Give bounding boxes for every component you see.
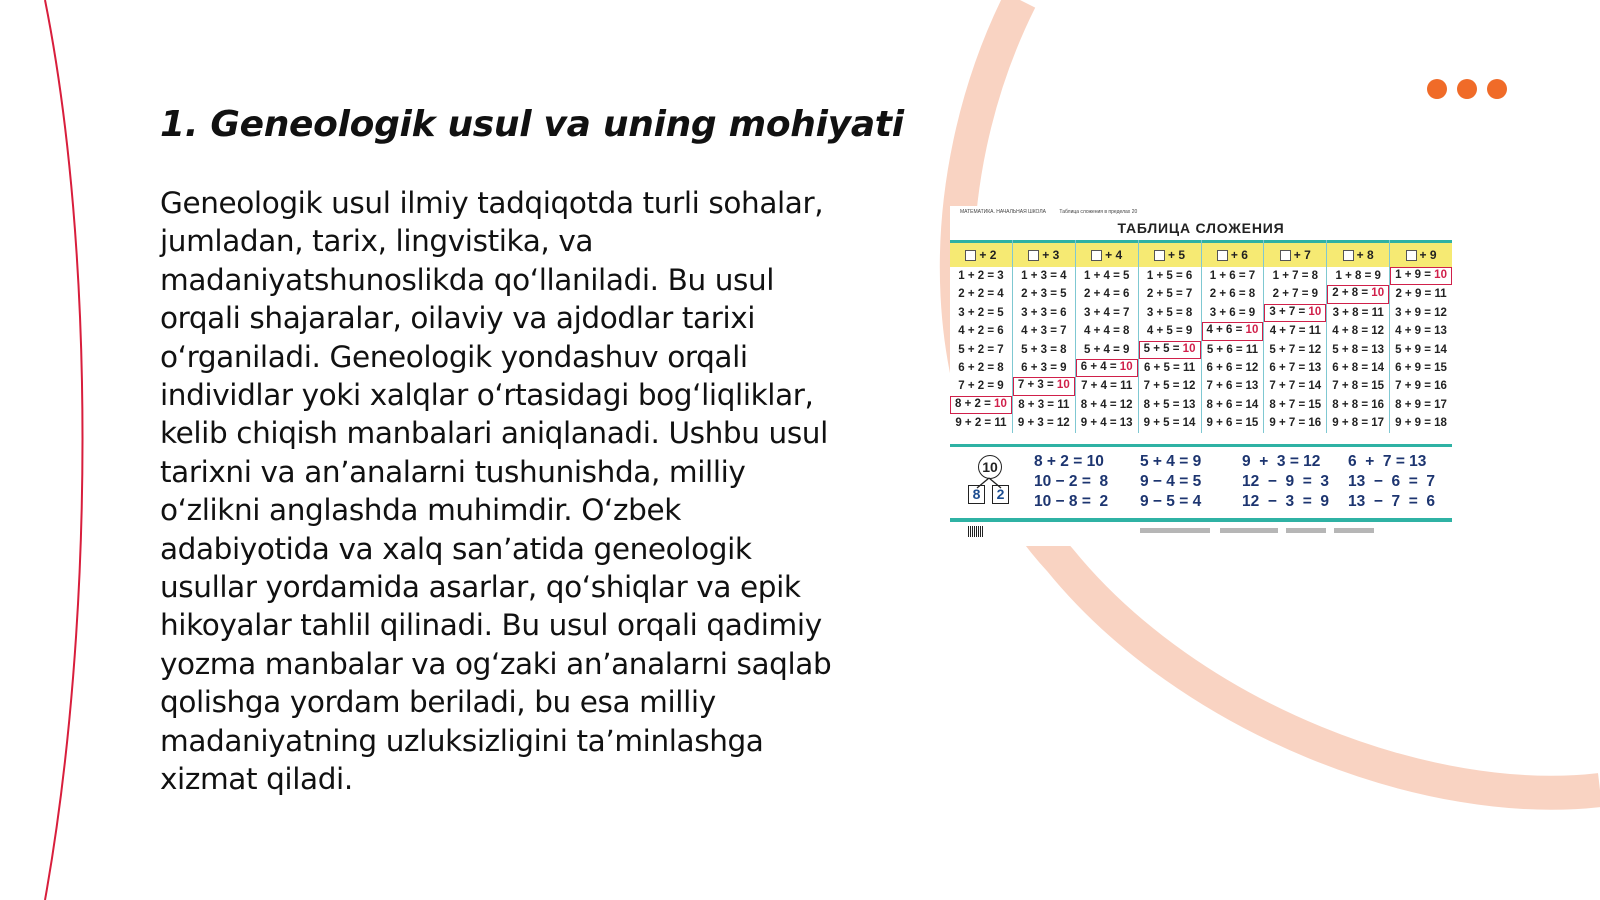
poster-header bbox=[960, 209, 1149, 215]
example-equation: 10 − 2 = 8 bbox=[1034, 473, 1109, 490]
example-equation: 9 − 5 = 4 bbox=[1140, 493, 1202, 510]
equation-cell: 7 + 7 = 14 bbox=[1269, 380, 1322, 393]
example-equation: 13 − 7 = 6 bbox=[1348, 493, 1436, 510]
equation-cell: 2 + 4 = 6 bbox=[1083, 288, 1130, 301]
empty-box-icon bbox=[1091, 250, 1102, 261]
column-header bbox=[1139, 240, 1201, 267]
equation-cell: 7 + 6 = 13 bbox=[1206, 380, 1259, 393]
equation-cell: 8 + 9 = 17 bbox=[1395, 398, 1447, 411]
equation-cell: 1 + 5 = 6 bbox=[1146, 270, 1193, 282]
grid-column bbox=[1012, 240, 1075, 433]
column-header-label: + 7 bbox=[1293, 248, 1311, 262]
equation-cell: 6 + 9 = 15 bbox=[1395, 361, 1447, 374]
empty-box-icon bbox=[1154, 250, 1165, 261]
equation-cell: 4 + 8 = 12 bbox=[1332, 325, 1385, 338]
equation-cell: 6 + 3 = 9 bbox=[1021, 361, 1067, 374]
example-equation: 6 + 7 = 13 bbox=[1348, 453, 1427, 470]
equation-cell: 1 + 4 = 5 bbox=[1083, 270, 1130, 282]
equation-cell: 9 + 5 = 14 bbox=[1143, 417, 1196, 430]
equation-cell: 8 + 4 = 12 bbox=[1080, 398, 1133, 411]
equation-cell: 2 + 2 = 4 bbox=[958, 288, 1004, 301]
equation-cell: 6 + 2 = 8 bbox=[958, 361, 1004, 374]
equation-cell: 1 + 3 = 4 bbox=[1021, 270, 1067, 282]
equation-cell: 9 + 2 = 11 bbox=[955, 417, 1007, 430]
example-group bbox=[1242, 452, 1329, 512]
equation-cell: 5 + 7 = 12 bbox=[1269, 343, 1322, 356]
empty-box-icon bbox=[1406, 250, 1417, 261]
equation-cell: 9 + 9 = 18 bbox=[1395, 417, 1447, 430]
slide-title: 1. Geneologik usul va uning mohiyati bbox=[160, 104, 904, 145]
empty-box-icon bbox=[1343, 250, 1354, 261]
dot-1 bbox=[1427, 79, 1447, 99]
empty-box-icon bbox=[1028, 250, 1039, 261]
equation-cell: 4 + 7 = 11 bbox=[1269, 325, 1321, 338]
column-header-label: + 3 bbox=[1042, 248, 1060, 262]
equation-cell-ten: 6 + 4 = 10 bbox=[1076, 359, 1138, 377]
example-equation: 10 − 8 = 2 bbox=[1034, 493, 1109, 510]
example-equation: 9 − 4 = 5 bbox=[1140, 473, 1202, 490]
equation-cell: 2 + 7 = 9 bbox=[1272, 288, 1319, 301]
equation-cell-ten: 7 + 3 = 10 bbox=[1013, 377, 1075, 395]
fine-print bbox=[1140, 528, 1210, 533]
decomposition-whole: 10 bbox=[978, 455, 1002, 479]
decorative-dots bbox=[1427, 79, 1507, 99]
equation-cell: 8 + 3 = 11 bbox=[1018, 398, 1070, 411]
example-equation: 8 + 2 = 10 bbox=[1034, 453, 1104, 470]
equation-cell: 4 + 3 = 7 bbox=[1021, 325, 1067, 338]
equation-cell: 1 + 2 = 3 bbox=[958, 270, 1004, 282]
grid-column bbox=[950, 240, 1012, 433]
fine-print bbox=[1334, 528, 1374, 533]
equation-cell: 2 + 5 = 7 bbox=[1146, 288, 1193, 301]
dot-2 bbox=[1457, 79, 1477, 99]
example-group bbox=[1348, 452, 1435, 512]
equation-cell: 2 + 3 = 5 bbox=[1021, 288, 1067, 301]
example-equation: 12 − 9 = 3 bbox=[1242, 473, 1330, 490]
equation-cell: 5 + 9 = 14 bbox=[1395, 343, 1447, 356]
equation-cell: 9 + 3 = 12 bbox=[1017, 417, 1070, 430]
equation-cell: 1 + 6 = 7 bbox=[1209, 270, 1256, 282]
grid-column bbox=[1326, 240, 1389, 433]
example-equation: 9 + 3 = 12 bbox=[1242, 453, 1321, 470]
grid-column bbox=[1263, 240, 1326, 433]
equation-cell: 3 + 6 = 9 bbox=[1209, 306, 1256, 319]
empty-box-icon bbox=[965, 250, 976, 261]
equation-cell: 3 + 8 = 11 bbox=[1332, 306, 1384, 319]
equation-cell: 5 + 3 = 8 bbox=[1021, 343, 1067, 356]
grid-column bbox=[1075, 240, 1138, 433]
equation-cell: 4 + 4 = 8 bbox=[1083, 325, 1130, 338]
equation-cell: 9 + 6 = 15 bbox=[1206, 417, 1259, 430]
poster-header-right: Таблица сложения в пределах 20 bbox=[1059, 209, 1138, 215]
equation-cell: 3 + 9 = 12 bbox=[1395, 306, 1447, 319]
equation-cell-ten: 2 + 8 = 10 bbox=[1327, 285, 1389, 303]
equation-cell: 6 + 6 = 12 bbox=[1206, 361, 1259, 374]
column-header bbox=[1076, 240, 1138, 267]
equation-cell: 5 + 4 = 9 bbox=[1083, 343, 1130, 356]
left-red-curve bbox=[45, 0, 83, 900]
addition-table-image bbox=[950, 206, 1452, 546]
equation-cell: 6 + 8 = 14 bbox=[1332, 361, 1385, 374]
grid-column bbox=[1389, 240, 1452, 433]
equation-cell-ten: 1 + 9 = 10 bbox=[1390, 267, 1452, 285]
fine-print bbox=[1220, 528, 1278, 533]
column-header bbox=[1390, 240, 1452, 267]
equation-cell: 3 + 5 = 8 bbox=[1146, 306, 1193, 319]
column-header-label: + 5 bbox=[1168, 248, 1186, 262]
equation-cell: 7 + 9 = 16 bbox=[1395, 380, 1447, 393]
barcode-icon bbox=[968, 526, 984, 537]
equation-cell: 5 + 2 = 7 bbox=[958, 343, 1004, 356]
equation-cell: 6 + 7 = 13 bbox=[1269, 361, 1322, 374]
equation-cell-ten: 5 + 5 = 10 bbox=[1139, 341, 1201, 359]
equation-cell: 1 + 8 = 9 bbox=[1335, 270, 1381, 282]
poster-header-left: МАТЕМАТИКА. НАЧАЛЬНАЯ ШКОЛА bbox=[960, 209, 1047, 215]
column-header-label: + 9 bbox=[1419, 248, 1437, 262]
equation-cell: 9 + 4 = 13 bbox=[1080, 417, 1133, 430]
example-equation: 13 − 6 = 7 bbox=[1348, 473, 1436, 490]
equation-cell: 4 + 9 = 13 bbox=[1395, 325, 1447, 338]
empty-box-icon bbox=[1217, 250, 1228, 261]
dot-3 bbox=[1487, 79, 1507, 99]
examples-area bbox=[950, 448, 1452, 516]
fine-print bbox=[1286, 528, 1326, 533]
equation-cell: 7 + 5 = 12 bbox=[1143, 380, 1196, 393]
addition-grid bbox=[950, 240, 1452, 433]
equation-cell: 2 + 6 = 8 bbox=[1209, 288, 1256, 301]
equation-cell: 4 + 2 = 6 bbox=[958, 325, 1004, 338]
example-group bbox=[1034, 452, 1108, 512]
empty-box-icon bbox=[1280, 250, 1291, 261]
equation-cell-ten: 4 + 6 = 10 bbox=[1202, 322, 1264, 340]
column-header-label: + 4 bbox=[1105, 248, 1123, 262]
decomposition-part-1: 8 bbox=[968, 485, 985, 504]
column-header bbox=[1327, 240, 1389, 267]
column-header bbox=[1264, 240, 1326, 267]
column-header-label: + 6 bbox=[1230, 248, 1248, 262]
equation-cell-ten: 8 + 2 = 10 bbox=[950, 396, 1012, 414]
equation-cell: 8 + 5 = 13 bbox=[1143, 398, 1196, 411]
column-header-label: + 8 bbox=[1356, 248, 1374, 262]
equation-cell: 8 + 7 = 15 bbox=[1269, 398, 1322, 411]
equation-cell: 3 + 3 = 6 bbox=[1021, 306, 1067, 319]
equation-cell: 4 + 5 = 9 bbox=[1146, 325, 1193, 338]
example-group bbox=[1140, 452, 1201, 512]
example-equation: 5 + 4 = 9 bbox=[1140, 453, 1202, 470]
equation-cell-ten: 3 + 7 = 10 bbox=[1264, 304, 1326, 322]
equation-cell: 8 + 8 = 16 bbox=[1332, 398, 1385, 411]
grid-column bbox=[1138, 240, 1201, 433]
equation-cell: 8 + 6 = 14 bbox=[1206, 398, 1259, 411]
equation-cell: 1 + 7 = 8 bbox=[1272, 270, 1319, 282]
equation-cell: 9 + 8 = 17 bbox=[1332, 417, 1385, 430]
poster-footer-bar bbox=[950, 518, 1452, 522]
slide-body-text: Geneologik usul ilmiy tadqiqotda turli sohalar, jumladan, tarix, lingvistika, va madaniyatshunoslikda qo‘llaniladi. Bu usul orqali shajaralar, oilaviy va ajdodlar tarixi o‘rganiladi. Geneologik yondashuv orqali individlar yoki xalqlar o‘rtasidagi bog‘liqliklar, kelib chiqish manbalari aniqlanadi. Ushbu usul tarixni va an’analarni tushunishda, milliy o‘zlikni anglashda muhimdir. O‘zbek adabiyotida va xalq san’atida geneologik usullar yordamida asarlar, qo‘shiqlar va epik hikoyalar tahlil qilinadi. Bu usul orqali qadimiy yozma manbalar va og‘zaki an’analarni saqlab qolishga yordam beriladi, bu esa milliy madaniyatning uzluksizligini ta’minlashga xizmat qiladi. bbox=[160, 186, 832, 797]
equation-cell: 6 + 5 = 11 bbox=[1143, 361, 1196, 374]
equation-cell: 7 + 2 = 9 bbox=[958, 380, 1004, 393]
decomposition-part-2: 2 bbox=[992, 485, 1009, 504]
equation-cell: 3 + 2 = 5 bbox=[958, 306, 1004, 319]
equation-cell: 3 + 4 = 7 bbox=[1083, 306, 1130, 319]
equation-cell: 9 + 7 = 16 bbox=[1269, 417, 1322, 430]
column-header bbox=[1202, 240, 1264, 267]
grid-divider bbox=[950, 444, 1452, 447]
equation-cell: 2 + 9 = 11 bbox=[1395, 288, 1447, 301]
column-header bbox=[1013, 240, 1075, 267]
equation-cell: 5 + 8 = 13 bbox=[1332, 343, 1385, 356]
example-equation: 12 − 3 = 9 bbox=[1242, 493, 1330, 510]
equation-cell: 7 + 4 = 11 bbox=[1081, 380, 1133, 393]
equation-cell: 5 + 6 = 11 bbox=[1206, 343, 1259, 356]
column-header bbox=[950, 240, 1012, 267]
equation-cell: 7 + 8 = 15 bbox=[1332, 380, 1385, 393]
column-header-label: + 2 bbox=[979, 248, 997, 262]
poster-title: ТАБЛИЦА СЛОЖЕНИЯ bbox=[1117, 220, 1285, 236]
grid-column bbox=[1201, 240, 1264, 433]
